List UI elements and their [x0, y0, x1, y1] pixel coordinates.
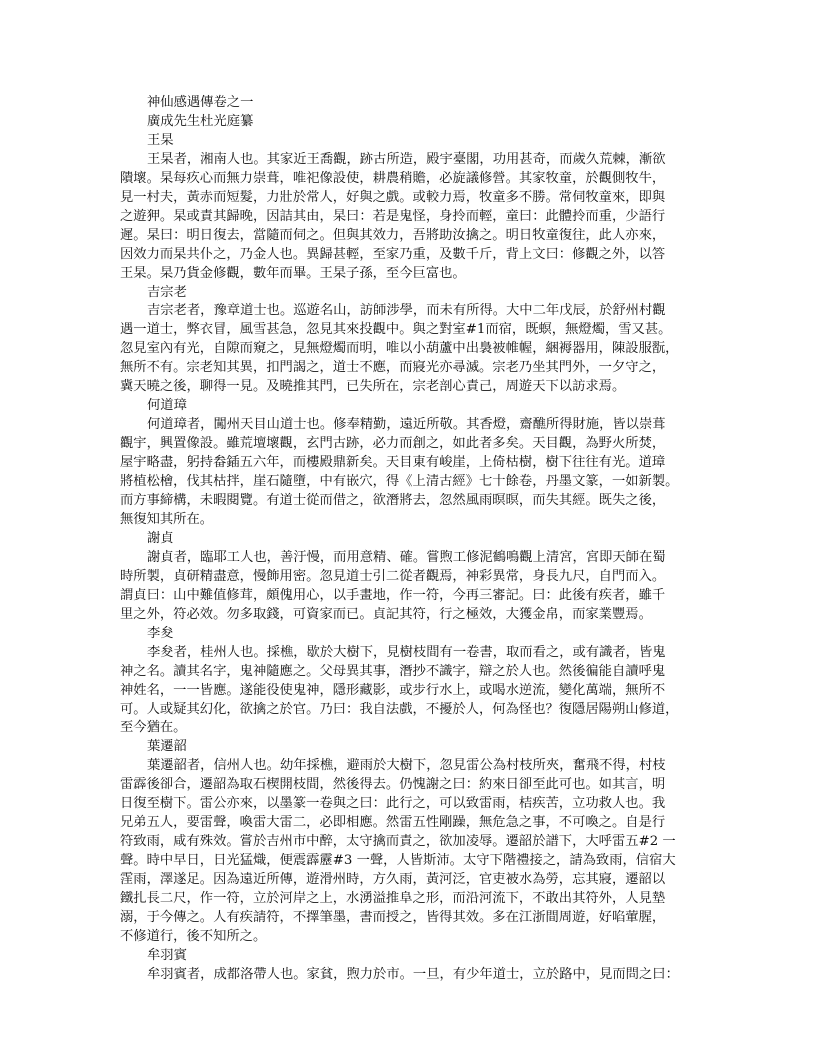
paragraph-line: 觀宇，興置像設。雖荒壇壞觀，玄門古跡，必力而創之，如此者多矣。天目觀，為野火所焚，: [120, 436, 666, 452]
section-heading: 王杲: [147, 132, 174, 148]
paragraph-line: 隤壞。杲每疚心而無力崇葺，唯祀像設使，耕農稍贍，必旋議修營。其家牧童，於觀側牧牛，: [120, 170, 666, 186]
paragraph-line: 兄弟五人，要雷聲，喚雷大雷二，必即相應。然雷五性剛躁，無危急之事，不可喚之。自是行: [120, 815, 666, 831]
paragraph-line: 雷霹後卻合，遷韶為取石楔開枝間，然後得去。仍愧謝之曰：約來日卻至此可也。如其言，明: [120, 777, 666, 793]
section-heading: 何道璋: [147, 398, 187, 414]
section: [120, 947, 704, 985]
paragraph-line: 里之外，符必效。勿多取錢，可資家而已。貞記其符，行之極效，大獲金帛，而家業豐焉。: [120, 606, 652, 622]
paragraph-line: 無復知其所在。: [120, 511, 214, 527]
paragraph-line: 因效力而杲共仆之，乃金人也。異歸甚輕，至家乃重，及數千斤，背上文曰：修觀之外，以答: [120, 246, 666, 262]
paragraph-line: 至今猶在。: [120, 720, 187, 736]
section: [120, 530, 704, 625]
document-author: 廣成先生杜光庭纂: [147, 113, 254, 129]
paragraph-line: 遲。杲曰：明日復去，當隨而伺之。但與其效力，吾將助汝擒之。明日牧童復往，此人亦來，: [120, 227, 666, 243]
paragraph-line: 王杲者，湘南人也。其家近王喬觀，跡古所造，殿宇臺閣，功用甚奇，而歲久荒棘，漸欲: [147, 151, 666, 167]
paragraph-line: 聲。時中早日，日光猛熾，便震霹靂#3 一聲，人皆斯沛。太守下階禮接之，請為致雨，信宿大: [120, 853, 676, 869]
section-heading: 謝貞: [147, 530, 174, 546]
paragraph-line: 吉宗老者，豫章道士也。巡遊名山，訪師涉學，而未有所得。大中二年戊辰，於舒州村觀: [147, 303, 666, 319]
paragraph-line: 符致雨，咸有殊效。嘗於吉州市中醉，太守擒而責之，欲加凌辱。遷韶於譜下，大呼雷五#2 一: [120, 834, 676, 850]
section-heading: 吉宗老: [147, 284, 187, 300]
paragraph-line: 霔雨，澤遂足。因為遠近所傳，遊滑州時，方久雨，黃河泛，官吏被水為勞，忘其寢，遷韶以: [120, 872, 666, 888]
paragraph-line: 見一村夫，黃赤而短髮，力壯於常人，好與之戲。或較力焉，牧童多不勝。常伺牧童來，即與: [120, 189, 666, 205]
paragraph-line: 無所不有。宗老知其異，扣門謁之，道士不應，而寢光亦尋滅。宗老乃坐其門外，一夕守之，: [120, 360, 666, 376]
section: [120, 132, 704, 284]
section: [120, 284, 704, 398]
paragraph-line: 而方事締構，未暇閱覽。有道士從而借之，欲潛將去，忽然風雨暝暝，而失其經。既失之後，: [120, 493, 666, 509]
section: [120, 738, 704, 946]
paragraph-line: 時所製，貞研精盡意，慢飾用密。忽見道士引二從者觀焉，神彩異常，身長九尺，自門而入。: [120, 568, 666, 584]
section-heading: 牟羽賓: [147, 947, 187, 963]
paragraph-line: 神之名。讀其名字，鬼神隨應之。父母異其事，潛抄不識字，辯之於人也。然後徧能自讀呼鬼: [120, 663, 666, 679]
paragraph-line: 葉遷韶者，信州人也。幼年採樵，避雨於大樹下，忽見雷公為村枝所夾，奮飛不得，村枝: [147, 758, 666, 774]
section: [120, 397, 704, 530]
paragraph-line: 冀天曉之後，聊得一見。及曉推其門，已失所在，宗老剖心責己，周遊天下以訪求焉。: [120, 379, 626, 395]
section-heading: 葉遷韶: [147, 739, 187, 755]
paragraph-line: 鐵扎長二尺，作一符，立於河岸之上，水湧溢推阜之形，而沿河流下，不敢出其符外，人見墊: [120, 891, 666, 907]
paragraph-line: 何道璋者，闖州天目山道士也。修奉精勤，遠近所敬。其香燈，齋醮所得財施，皆以崇葺: [147, 417, 666, 433]
paragraph-line: 李夋者，桂州人也。採樵，歇於大樹下，見樹枝間有一卷書，取而看之，或有識者，皆鬼: [147, 644, 666, 660]
paragraph-line: 之遊狎。杲或責其歸晚，因詰其由，杲曰：若是鬼怪，身拎而輕，童曰：此體拎而重，少語行: [120, 208, 666, 224]
paragraph-line: 謂貞曰：山中難值修茸，頗傀用心，以手畫地，作一符，今再三審記。曰：此後有疾者，雖千: [120, 587, 666, 603]
paragraph-line: 屋宇略盡，躬持畚鍤五六年，而樓殿鼎新矣。天目東有峻崖，上倚枯樹，樹下往往有光。道璋: [120, 455, 666, 471]
paragraph-line: 遇一道士，弊衣冒，風雪甚急，忽見其來投觀中。與之對室#1而宿，既螟，無燈燭，雪又甚。: [120, 322, 672, 338]
section-heading: 李夋: [147, 625, 174, 641]
document-body: [120, 132, 704, 985]
paragraph-line: 謝貞者，臨耶工人也，善汙慢，而用意精、確。嘗煦工修泥鶴鳴觀上清宮，宮即天師在蜀: [147, 549, 666, 565]
paragraph-line: 神姓名，一一皆應。遂能役使鬼神，隱形藏影，或步行水上，或喝水逆流，變化萬端，無所不: [120, 682, 666, 698]
paragraph-line: 溺，于今傳之。人有疾請符，不擇筆墨，書而授之，皆得其效。多在江浙間周遊，好啗葷腥，: [120, 909, 666, 925]
paragraph-line: 牟羽賓者，成都洛帶人也。家貧，煦力於市。一旦，有少年道士，立於路中，見而問之曰：: [147, 966, 679, 982]
paragraph-line: 王杲。杲乃貨金修觀，數年而畢。王杲子孫，至今巨富也。: [120, 265, 466, 281]
paragraph-line: 可。人或疑其幻化，欲擒之於官。乃曰：我自法戲，不擾於人，何為怪也？復隱居陽朔山修道，: [120, 701, 679, 717]
section: [120, 625, 704, 739]
paragraph-line: 不修道行，後不知所之。: [120, 928, 267, 944]
paragraph-line: 將植松檜，伐其枯拌，崖石隨墮，中有嵌穴，得《上清古經》七十餘卷，丹墨文篆，一如新製。: [120, 474, 679, 490]
document-title: 神仙感遇傳卷之一: [147, 95, 254, 110]
paragraph-line: 忽見室內有光，自隙而窺之，見無燈燭而明，唯以小葫蘆中出裊被帷幄，綑褥器用，陳設服翫，: [120, 341, 679, 357]
paragraph-line: 日復至樹下。雷公亦來，以墨篆一卷與之曰：此行之，可以致雷雨，桔疾苦，立功救人也。我: [120, 796, 666, 812]
document-page: [120, 94, 704, 985]
